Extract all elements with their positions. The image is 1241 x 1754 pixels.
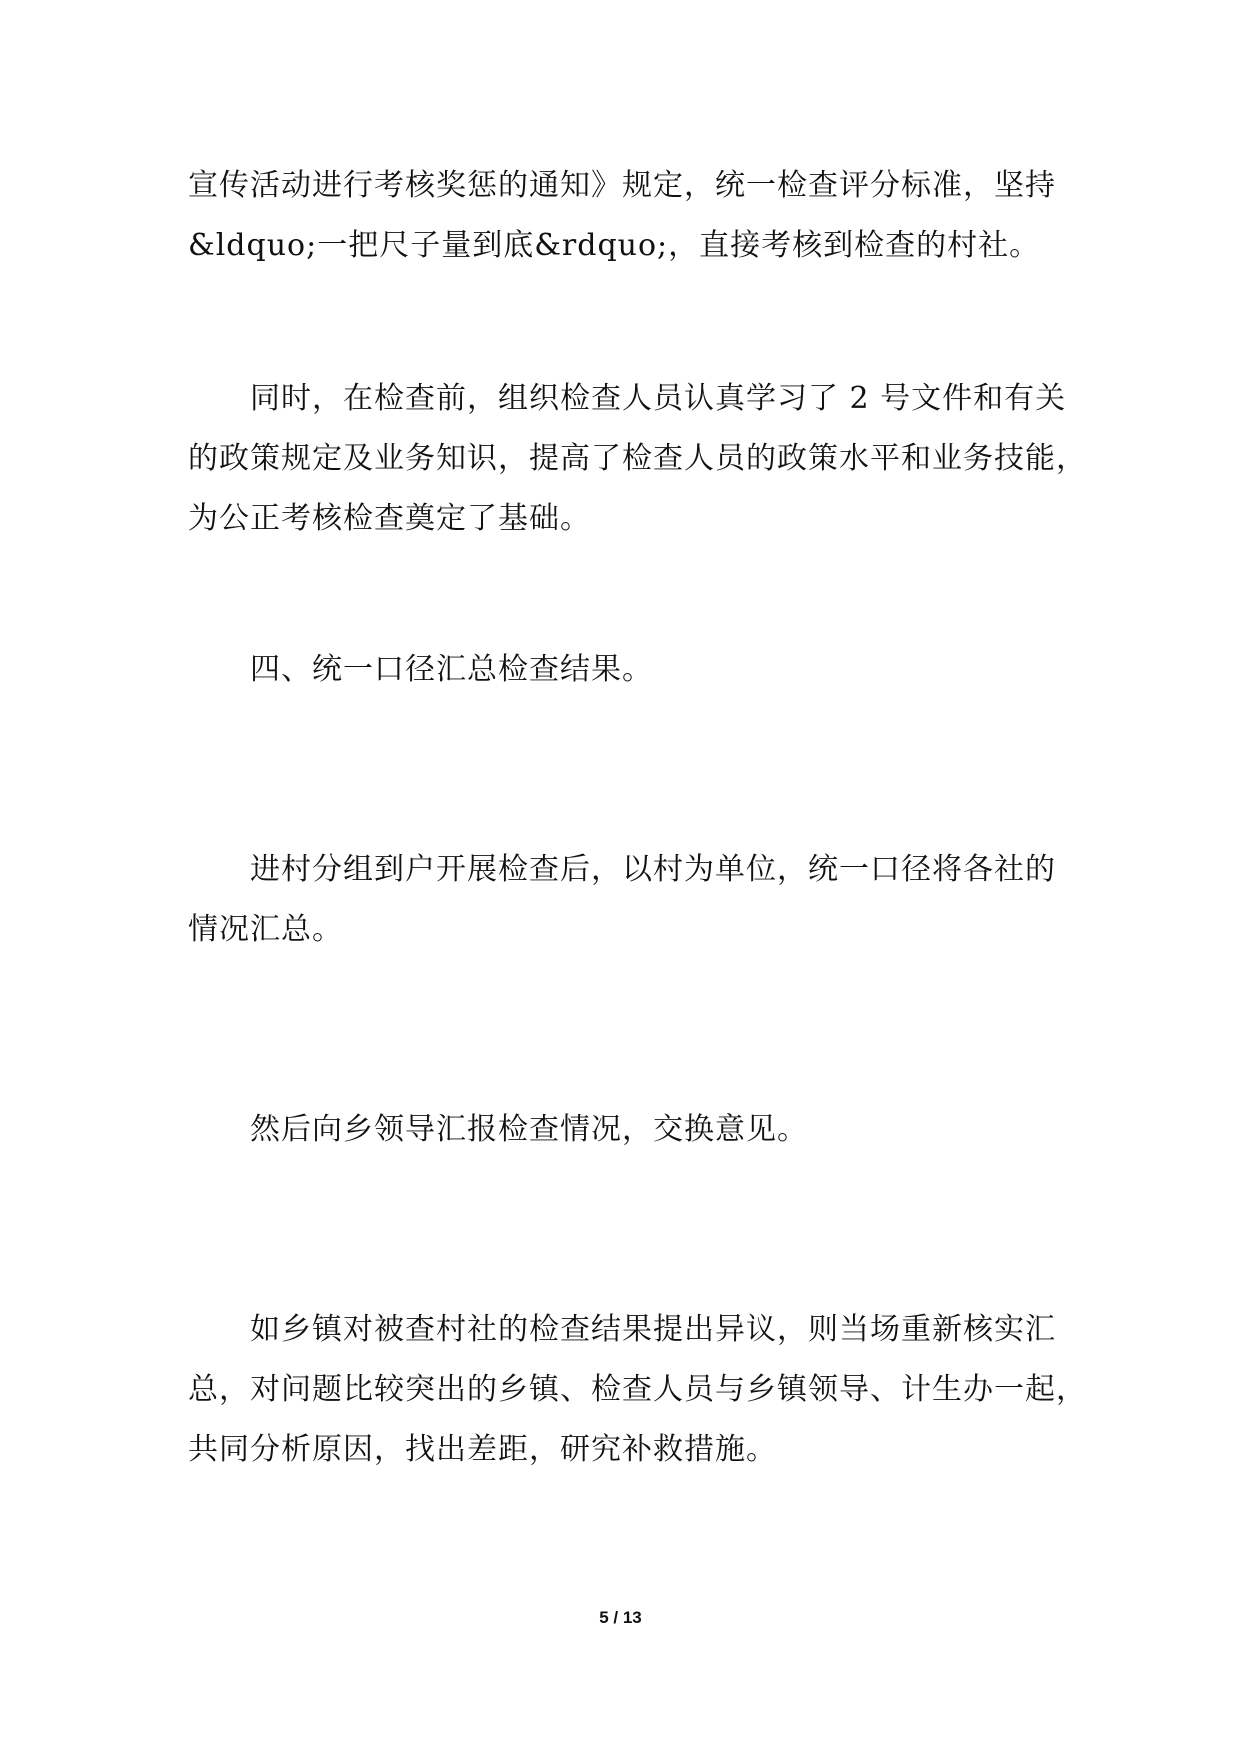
text-line: 情况汇总。 <box>188 912 343 947</box>
paragraph-5 <box>188 1300 1087 1480</box>
text-line: 的政策规定及业务知识，提高了检查人员的政策水平和业务技能， <box>188 441 1087 476</box>
text-line: &ldquo;一把尺子量到底&rdquo;，直接考核到检查的村社。 <box>188 228 1041 263</box>
text-line: 如乡镇对被查村社的检查结果提出异议，则当场重新核实汇 <box>250 1312 1056 1347</box>
text-line: 同时，在检查前，组织检查人员认真学习了 2 号文件和有关 <box>250 381 1067 416</box>
paragraph-2 <box>188 369 1087 549</box>
section-heading <box>188 640 1066 700</box>
text-line: 四、统一口径汇总检查结果。 <box>250 652 653 687</box>
page-number: 5 / 13 <box>599 1608 642 1627</box>
text-line: 共同分析原因，找出差距，研究补救措施。 <box>188 1432 777 1467</box>
paragraph-3 <box>188 840 1066 960</box>
text-line: 总，对问题比较突出的乡镇、检查人员与乡镇领导、计生办一起， <box>188 1372 1087 1407</box>
text-line: 宣传活动进行考核奖惩的通知》规定，统一检查评分标准，坚持 <box>188 168 1056 203</box>
paragraph-4 <box>188 1100 1066 1160</box>
text-line: 进村分组到户开展检查后，以村为单位，统一口径将各社的 <box>250 852 1056 887</box>
text-line: 为公正考核检查奠定了基础。 <box>188 501 591 536</box>
paragraph-1 <box>188 156 1066 276</box>
text-line: 然后向乡领导汇报检查情况，交换意见。 <box>250 1112 808 1147</box>
